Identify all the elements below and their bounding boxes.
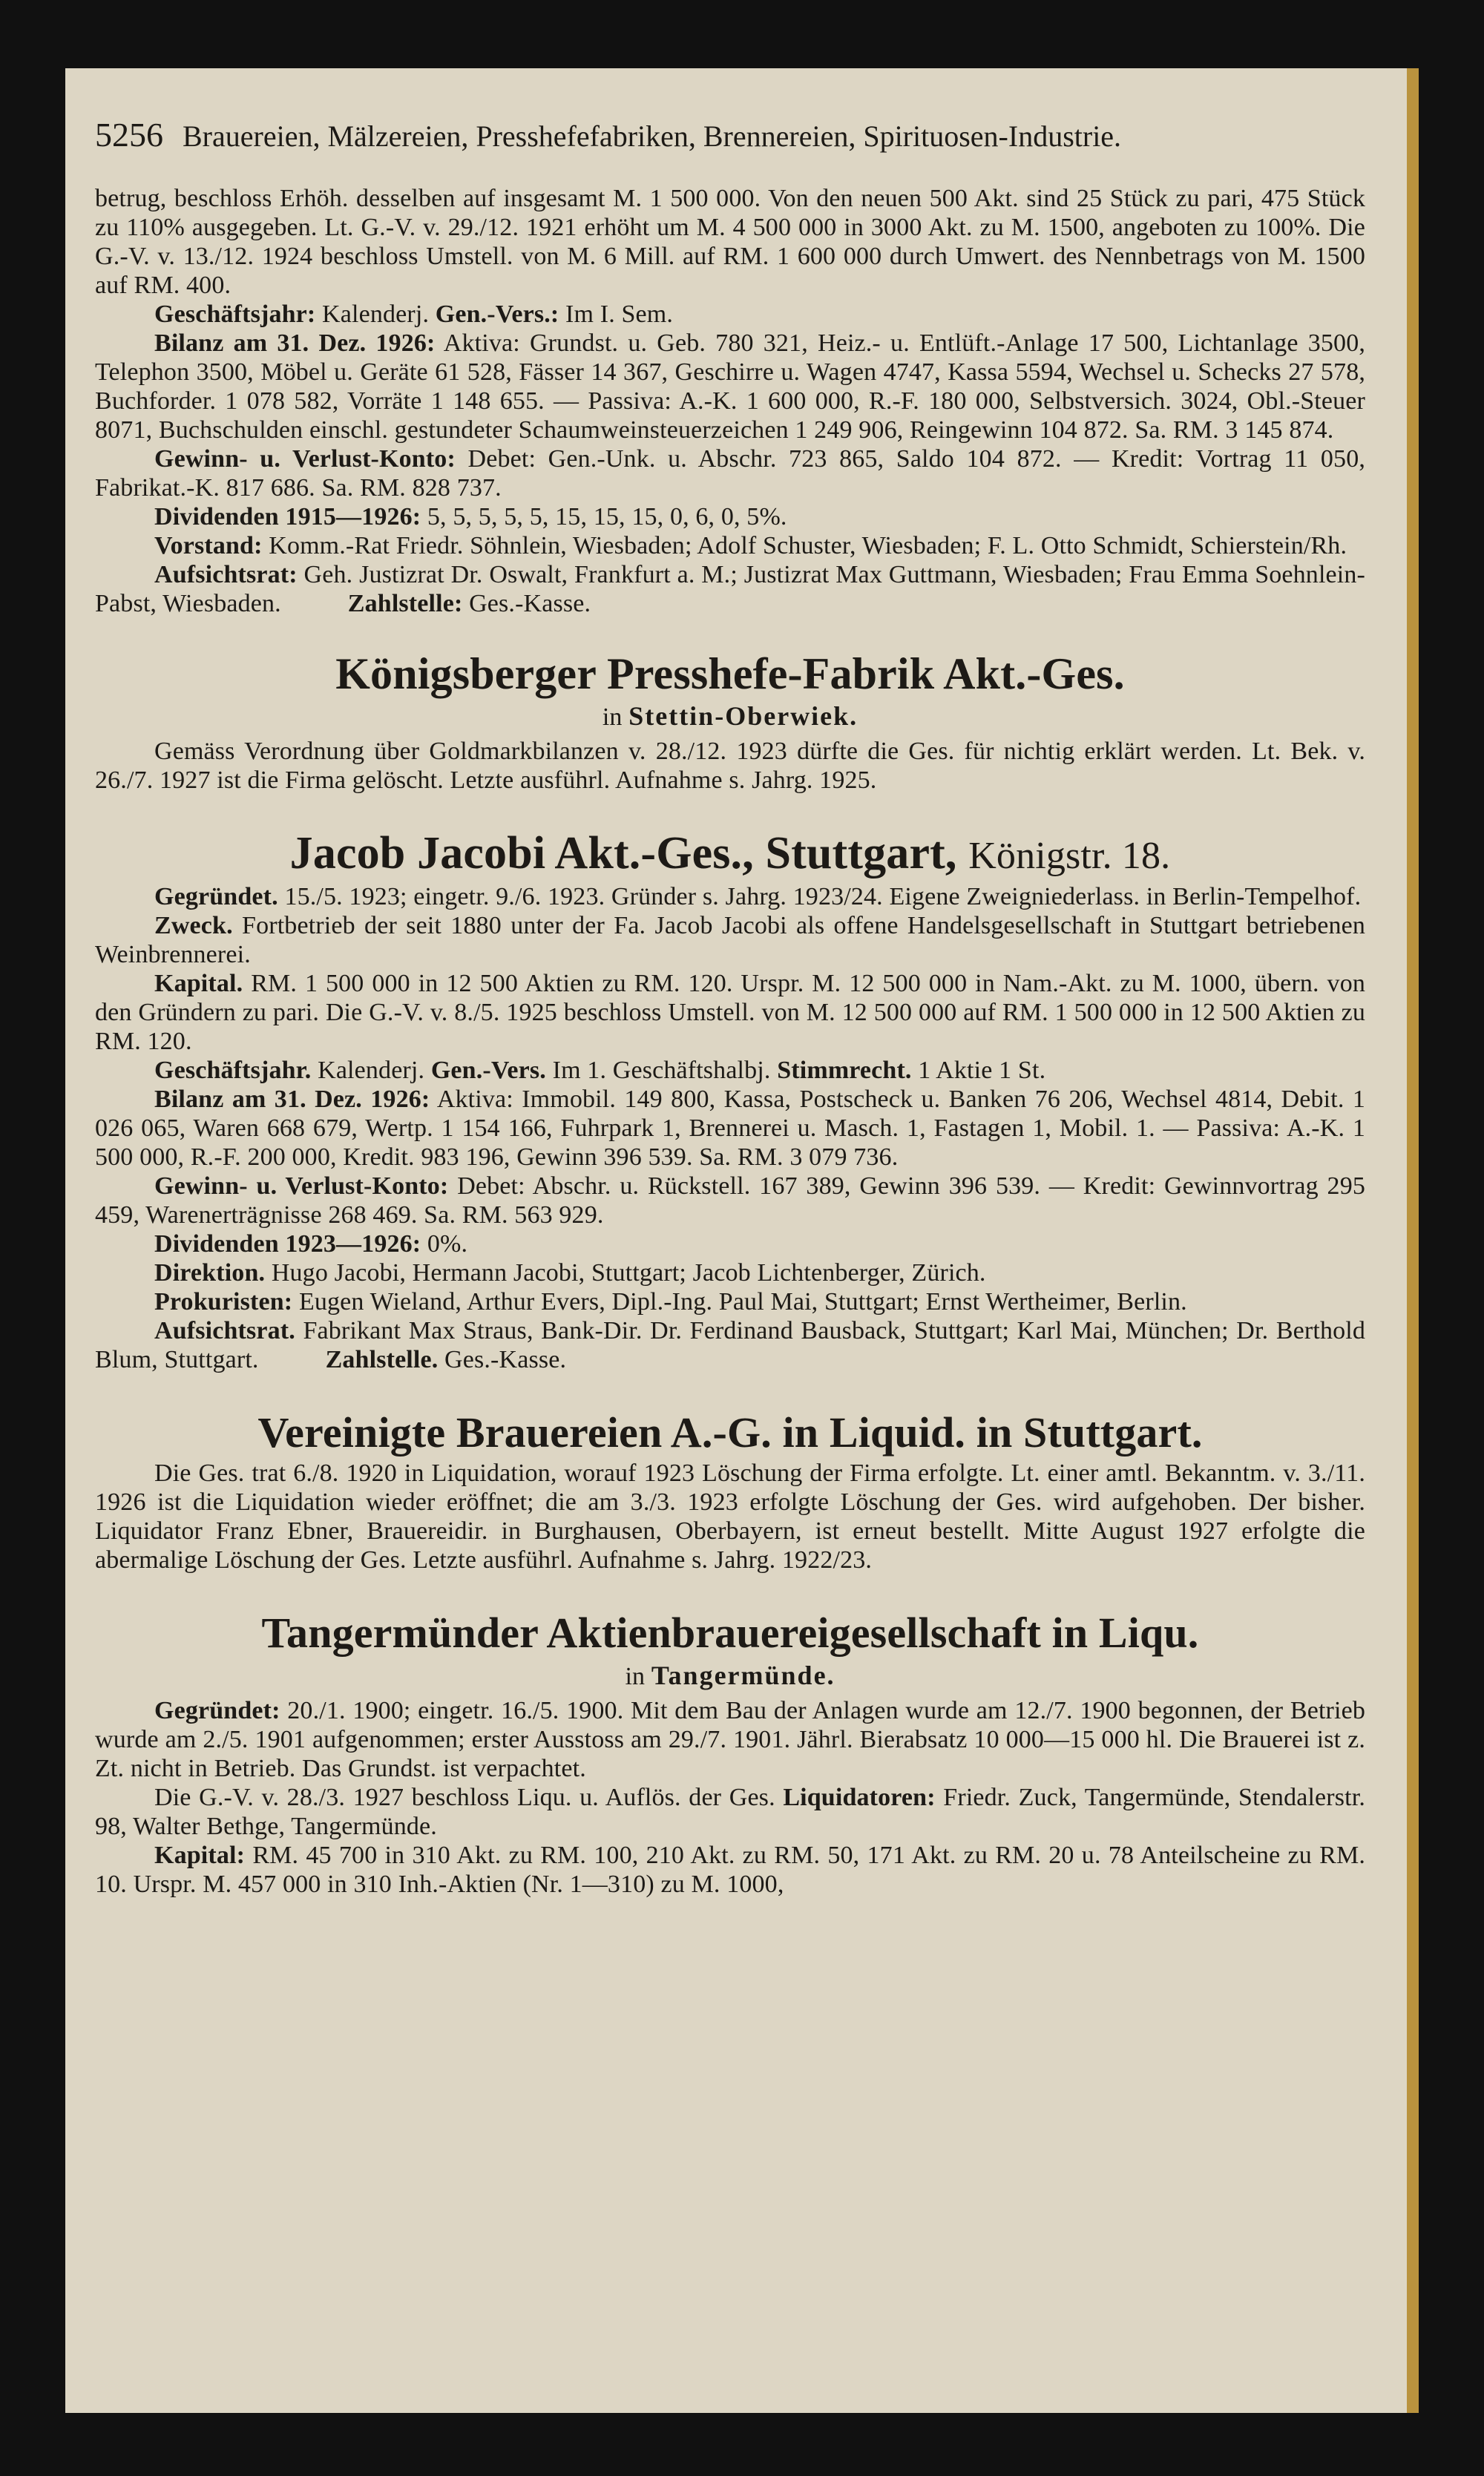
paragraph: Geschäftsjahr: Kalenderj. Gen.-Vers.: Im I. Sem.	[154, 301, 674, 328]
page	[65, 68, 1407, 2413]
paragraph: Die Ges. trat 6./8. 1920 in Liquidation, worauf 1923 Löschung der Firma erfolgte. Lt. einer amtl. Bekanntm. v. 3./11. 1926 ist die Liquidation wieder eröffnet; die am 3./3. 1923 erfolgte Löschung der Ges. wird aufgehoben. Der bisher. Liquidator Franz Ebner, Brauereidir. in Burghausen, Oberbayern, ist erneut bestellt. Mitte August 1927 erfolgte die abermalige Löschung der Ges. Letzte ausführl. Aufnahme s. Jahrg. 1922/23.	[95, 1459, 1365, 1574]
running-header	[95, 116, 1377, 156]
paragraph: Bilanz am 31. Dez. 1926: Aktiva: Immobil. 149 800, Kassa, Postscheck u. Banken 76 206, Wechsel 4814, Debit. 1 026 065, Waren 668 679, Wertp. 1 154 166, Fuhrpark 1, Brennerei u. Masch. 1, Fastagen 1, Mobil. 1. — Passiva: A.-K. 1 500 000, R.-F. 200 000, Kredit. 983 196, Gewinn 396 539. Sa. RM. 3 079 736.	[95, 1086, 1365, 1171]
paragraph: Die G.-V. v. 28./3. 1927 beschloss Liqu. u. Auflös. der Ges. Liquidatoren: Friedr. Zuck, Tangermünde, Stendalerstr. 98, Walter Bethge, Tangermünde.	[95, 1784, 1365, 1840]
paragraph: Dividenden 1923—1926: 0%.	[154, 1230, 468, 1258]
paragraph: Kapital. RM. 1 500 000 in 12 500 Aktien zu RM. 120. Urspr. M. 12 500 000 in Nam.-Akt. zu M. 1000, übern. von den Gründern zu pari. Die G.-V. v. 8./5. 1925 beschloss Umstell. von M. 12 500 000 auf RM. 1 500 000 in 12 500 Aktien zu RM. 120.	[95, 970, 1365, 1055]
paragraph: betrug, beschloss Erhöh. desselben auf insgesamt M. 1 500 000. Von den neuen 500 Akt. sind 25 Stück zu pari, 475 Stück zu 110% ausgegeben. Lt. G.-V. v. 29./12. 1921 erhöht um M. 4 500 000 in 3000 Akt. zu M. 1500, angeboten zu 100%. Die G.-V. v. 13./12. 1924 beschloss Umstell. von M. 6 Mill. auf RM. 1 600 000 durch Umwert. des Nennbetrags von M. 1500 auf RM. 400.	[95, 185, 1365, 299]
company-heading: Tangermünder Aktienbrauereigesellschaft in Liqu.	[261, 1609, 1199, 1657]
paragraph: Vorstand: Komm.-Rat Friedr. Söhnlein, Wiesbaden; Adolf Schuster, Wiesbaden; F. L. Otto Schmidt, Schierstein/Rh.	[154, 532, 1347, 559]
page-content	[95, 184, 1365, 1899]
paragraph: Geschäftsjahr. Kalenderj. Gen.-Vers. Im 1. Geschäftshalbj. Stimmrecht. 1 Aktie 1 St.	[154, 1057, 1046, 1084]
paragraph: Aufsichtsrat. Fabrikant Max Straus, Bank-Dir. Dr. Ferdinand Bausback, Stuttgart; Karl Mai, München; Dr. Berthold Blum, Stuttgart. Zahlstelle. Ges.-Kasse.	[95, 1317, 1366, 1373]
paragraph: Direktion. Hugo Jacobi, Hermann Jacobi, Stuttgart; Jacob Lichtenberger, Zürich.	[154, 1259, 986, 1287]
company-heading: Vereinigte Brauereien A.-G. in Liquid. in Stuttgart.	[257, 1408, 1203, 1457]
paragraph: Gegründet: 20./1. 1900; eingetr. 16./5. 1900. Mit dem Bau der Anlagen wurde am 12./7. 1900 begonnen, der Betrieb wurde am 2./5. 1901 aufgenommen; erster Ausstoss am 29./7. 1901. Jährl. Bierabsatz 10 000—15 000 hl. Die Brauerei ist z. Zt. nicht in Betrieb. Das Grundst. ist verpachtet.	[95, 1697, 1365, 1782]
paragraph: Gewinn- u. Verlust-Konto: Debet: Abschr. u. Rückstell. 167 389, Gewinn 396 539. — Kredit: Gewinnvortrag 295 459, Warenerträgnisse 268 469. Sa. RM. 563 929.	[95, 1172, 1365, 1229]
paragraph: Dividenden 1915—1926: 5, 5, 5, 5, 5, 15, 15, 15, 0, 6, 0, 5%.	[154, 503, 787, 531]
paragraph: Gemäss Verordnung über Goldmarkbilanzen v. 28./12. 1923 dürfte die Ges. für nichtig erklärt werden. Lt. Bek. v. 26./7. 1927 ist die Firma gelöscht. Letzte ausführl. Aufnahme s. Jahrg. 1925.	[95, 738, 1365, 794]
paragraph: Gegründet. 15./5. 1923; eingetr. 9./6. 1923. Gründer s. Jahrg. 1923/24. Eigene Zweigniederlass. in Berlin-Tempelhof.	[154, 883, 1362, 910]
page-number: 5256	[95, 116, 163, 154]
header-title: Brauereien, Mälzereien, Presshefefabriken, Brennereien, Spirituosen-Industrie.	[183, 119, 1122, 153]
paragraph: Zweck. Fortbetrieb der seit 1880 unter der Fa. Jacob Jacobi als offene Handelsgesellschaft in Stuttgart betriebenen Weinbrennerei.	[95, 912, 1365, 968]
page-edge	[1407, 68, 1419, 2413]
paragraph: Gewinn- u. Verlust-Konto: Debet: Gen.-Unk. u. Abschr. 723 865, Saldo 104 872. — Kredit: Vortrag 11 050, Fabrikat.-K. 817 686. Sa. RM. 828 737.	[95, 445, 1366, 502]
company-location: in Stettin-Oberwiek.	[602, 701, 858, 731]
company-heading: Königsberger Presshefe-Fabrik Akt.-Ges.	[335, 649, 1125, 698]
company-heading: Jacob Jacobi Akt.-Ges., Stuttgart, Königstr. 18.	[289, 828, 1171, 879]
paragraph: Aufsichtsrat: Geh. Justizrat Dr. Oswalt, Frankfurt a. M.; Justizrat Max Guttmann, Wiesbaden; Frau Emma Soehnlein-Pabst, Wiesbaden. Zahlstelle: Ges.-Kasse.	[95, 561, 1365, 617]
paragraph: Kapital: RM. 45 700 in 310 Akt. zu RM. 100, 210 Akt. zu RM. 50, 171 Akt. zu RM. 20 u. 78 Anteilscheine zu RM. 10. Urspr. M. 457 000 in 310 Inh.-Aktien (Nr. 1—310) zu M. 1000,	[95, 1842, 1365, 1898]
paragraph: Prokuristen: Eugen Wieland, Arthur Evers, Dipl.-Ing. Paul Mai, Stuttgart; Ernst Wertheimer, Berlin.	[154, 1288, 1187, 1316]
company-location: in Tangermünde.	[625, 1661, 835, 1690]
paragraph: Bilanz am 31. Dez. 1926: Aktiva: Grundst. u. Geb. 780 321, Heiz.- u. Entlüft.-Anlage 17 500, Lichtanlage 3500, Telephon 3500, Möbel u. Geräte 61 528, Fässer 14 367, Geschirre u. Wagen 4747, Kassa 5594, Wechsel u. Schecks 27 578, Buchforder. 1 078 582, Vorräte 1 148 655. — Passiva: A.-K. 1 600 000, R.-F. 180 000, Selbstversich. 3024, Obl.-Steuer 8071, Buchschulden einschl. gestundeter Schaumweinsteuerzeichen 1 249 906, Reingewinn 104 872. Sa. RM. 3 145 874.	[95, 329, 1365, 444]
